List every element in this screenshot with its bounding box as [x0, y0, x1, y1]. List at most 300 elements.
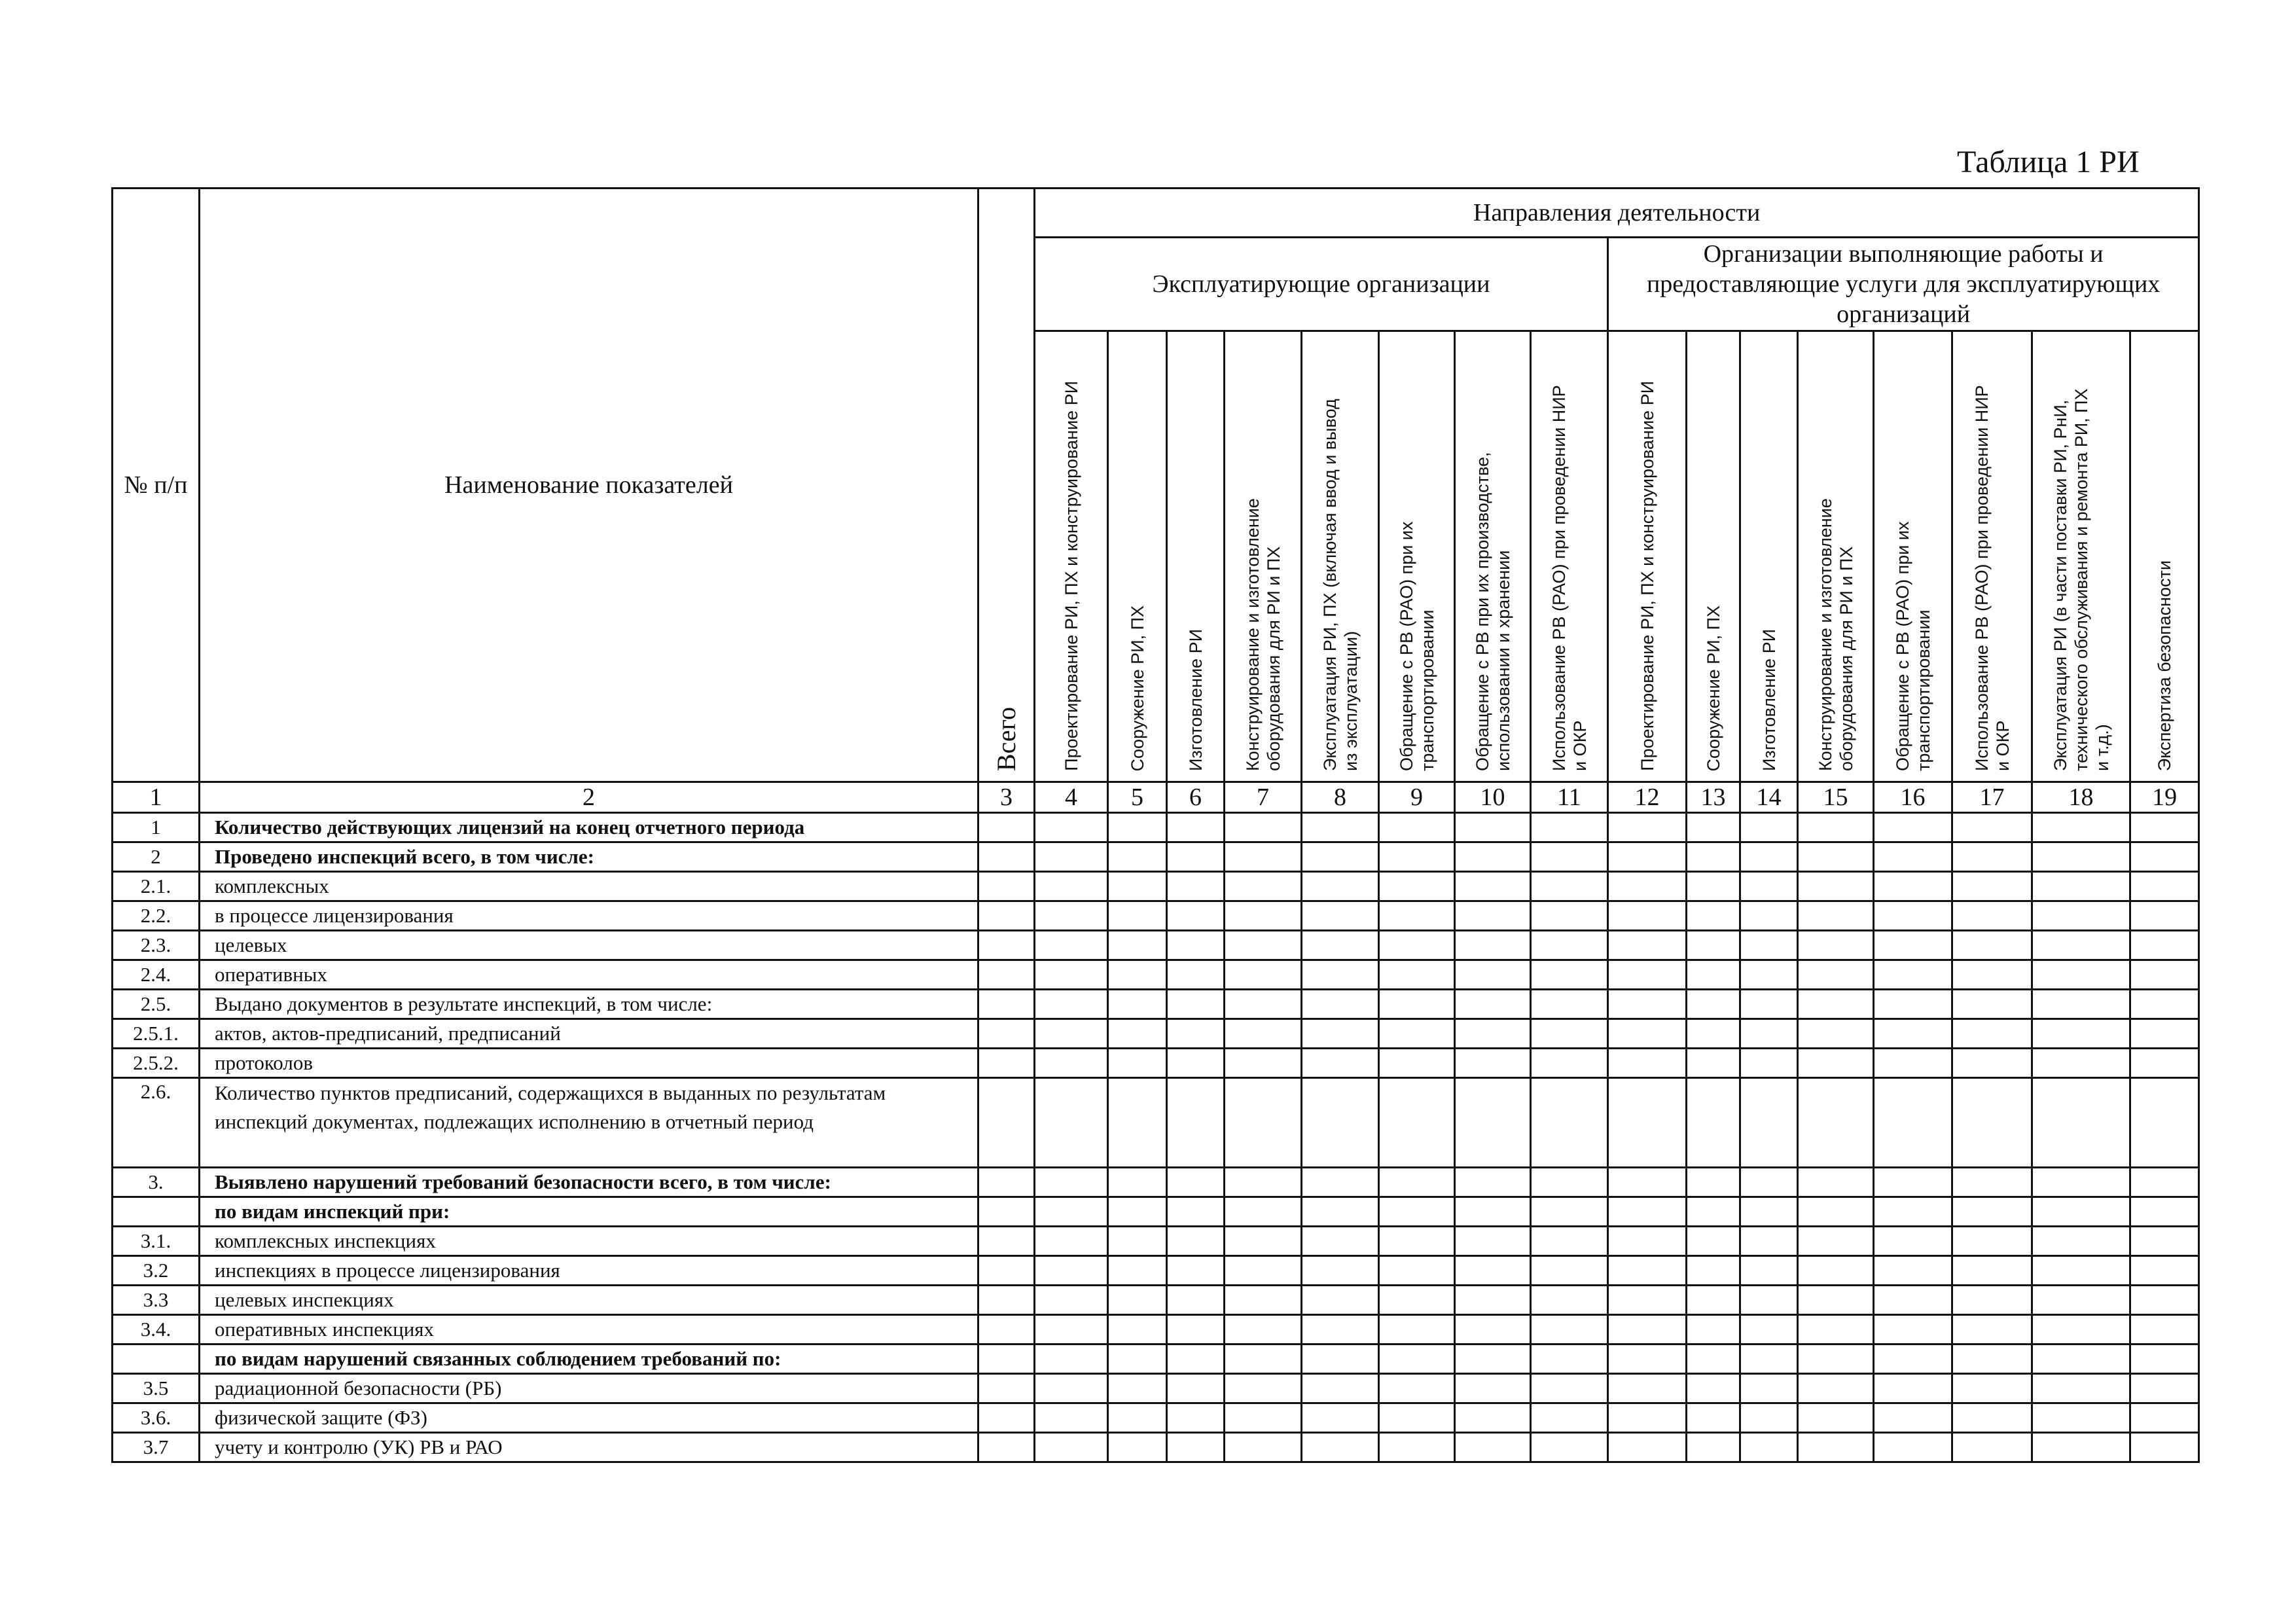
value-cell [2130, 1374, 2199, 1403]
value-cell [1798, 1019, 1874, 1049]
value-cell [1608, 931, 1687, 960]
value-cell [1687, 1286, 1740, 1315]
value-cell [1798, 1344, 1874, 1374]
value-cell [1608, 1227, 1687, 1256]
value-cell [1608, 872, 1687, 901]
value-cell [1035, 1433, 1108, 1462]
value-cell [1798, 1049, 1874, 1078]
value-cell [1225, 1168, 1302, 1197]
value-cell [2032, 1344, 2130, 1374]
group-header-operating: Эксплуатирующие организации [1035, 238, 1608, 331]
row-label: целевых инспекциях [200, 1286, 978, 1315]
value-cell [1225, 1344, 1302, 1374]
value-cell [1225, 1227, 1302, 1256]
value-cell [2032, 1374, 2130, 1403]
value-cell [2032, 1256, 2130, 1286]
value-cell [1035, 1403, 1108, 1433]
value-cell [1740, 872, 1798, 901]
column-number: 7 [1225, 782, 1302, 813]
table-header [113, 189, 2199, 813]
value-cell [1455, 842, 1531, 872]
value-cell [1108, 1019, 1167, 1049]
value-cell [1455, 1433, 1531, 1462]
value-cell [1952, 1315, 2032, 1344]
value-cell [1687, 931, 1740, 960]
value-cell [1740, 1019, 1798, 1049]
directions-header: Направления деятельности [1035, 189, 2199, 238]
value-cell [1455, 901, 1531, 931]
value-cell [2032, 872, 2130, 901]
value-cell [1687, 1315, 1740, 1344]
value-cell [1874, 960, 1952, 990]
value-cell [1035, 1227, 1108, 1256]
table-row [113, 990, 2199, 1019]
col-header-direction: Сооружение РИ, ПХ [1108, 331, 1167, 782]
value-cell [1952, 960, 2032, 990]
value-cell [1455, 1168, 1531, 1197]
value-cell [1167, 1197, 1225, 1227]
value-cell [2130, 901, 2199, 931]
value-cell [978, 1256, 1035, 1286]
row-label: Проведено инспекций всего, в том числе: [200, 842, 978, 872]
table-row [113, 1256, 2199, 1286]
value-cell [1108, 1433, 1167, 1462]
value-cell [1952, 990, 2032, 1019]
value-cell [1740, 813, 1798, 842]
value-cell [1167, 872, 1225, 901]
value-cell [2032, 1286, 2130, 1315]
value-cell [1455, 1286, 1531, 1315]
value-cell [1108, 1168, 1167, 1197]
value-cell [1531, 1197, 1608, 1227]
value-cell [2130, 1256, 2199, 1286]
col-header-direction: Конструирование и изготовление оборудования для РИ и ПХ [1225, 331, 1302, 782]
value-cell [1740, 1168, 1798, 1197]
col-header-num: № п/п [113, 189, 200, 782]
value-cell [1167, 1286, 1225, 1315]
value-cell [1108, 1403, 1167, 1433]
value-cell [1379, 1197, 1455, 1227]
value-cell [2032, 1433, 2130, 1462]
table-row [113, 1374, 2199, 1403]
row-label: комплексных инспекциях [200, 1227, 978, 1256]
value-cell [1740, 1286, 1798, 1315]
col-header-direction: Использование РВ (РАО) при проведении НИР и ОКР [1531, 331, 1608, 782]
value-cell [1798, 1374, 1874, 1403]
value-cell [1740, 960, 1798, 990]
col-header-name: Наименование показателей [200, 189, 978, 782]
value-cell [1035, 1197, 1108, 1227]
row-number: 2.5.2. [113, 1049, 200, 1078]
value-cell [1108, 842, 1167, 872]
row-label: оперативных инспекциях [200, 1315, 978, 1344]
value-cell [1035, 1168, 1108, 1197]
value-cell [1379, 1374, 1455, 1403]
row-label: по видам нарушений связанных соблюдением требований по: [200, 1344, 978, 1374]
value-cell [1740, 842, 1798, 872]
row-number [113, 1344, 200, 1374]
value-cell [1455, 1227, 1531, 1256]
value-cell [1379, 1168, 1455, 1197]
row-label: по видам инспекций при: [200, 1197, 978, 1227]
value-cell [1225, 1078, 1302, 1168]
table-row [113, 1197, 2199, 1227]
value-cell [1302, 931, 1379, 960]
value-cell [2032, 813, 2130, 842]
value-cell [1531, 1344, 1608, 1374]
value-cell [1798, 1168, 1874, 1197]
value-cell [1035, 990, 1108, 1019]
value-cell [1874, 931, 1952, 960]
value-cell [1874, 901, 1952, 931]
value-cell [1531, 1256, 1608, 1286]
column-number: 15 [1798, 782, 1874, 813]
column-number: 1 [113, 782, 200, 813]
value-cell [1740, 1049, 1798, 1078]
value-cell [1302, 1344, 1379, 1374]
table-row [113, 1433, 2199, 1462]
column-number: 18 [2032, 782, 2130, 813]
value-cell [1225, 813, 1302, 842]
value-cell [1687, 813, 1740, 842]
value-cell [1455, 872, 1531, 901]
value-cell [1302, 1049, 1379, 1078]
table-row [113, 872, 2199, 901]
table-row [113, 960, 2199, 990]
value-cell [1798, 1078, 1874, 1168]
value-cell [978, 901, 1035, 931]
value-cell [1225, 931, 1302, 960]
value-cell [1167, 1374, 1225, 1403]
value-cell [1531, 1374, 1608, 1403]
value-cell [1608, 1256, 1687, 1286]
value-cell [1167, 960, 1225, 990]
value-cell [1952, 1344, 2032, 1374]
value-cell [1740, 931, 1798, 960]
value-cell [1167, 1019, 1225, 1049]
value-cell [1952, 1019, 2032, 1049]
value-cell [2130, 1315, 2199, 1344]
value-cell [1531, 1286, 1608, 1315]
value-cell [1531, 1315, 1608, 1344]
value-cell [1687, 1344, 1740, 1374]
value-cell [1531, 960, 1608, 990]
value-cell [1108, 1344, 1167, 1374]
value-cell [1874, 1344, 1952, 1374]
value-cell [1167, 1049, 1225, 1078]
value-cell [1108, 1374, 1167, 1403]
value-cell [2032, 1227, 2130, 1256]
value-cell [1952, 842, 2032, 872]
value-cell [1952, 1433, 2032, 1462]
value-cell [1531, 1019, 1608, 1049]
value-cell [2130, 1286, 2199, 1315]
value-cell [1302, 1078, 1379, 1168]
value-cell [1379, 1256, 1455, 1286]
value-cell [1740, 1433, 1798, 1462]
value-cell [1108, 990, 1167, 1019]
value-cell [2130, 1344, 2199, 1374]
row-label: в процессе лицензирования [200, 901, 978, 931]
value-cell [1952, 1286, 2032, 1315]
value-cell [1455, 1403, 1531, 1433]
value-cell [1952, 1403, 2032, 1433]
column-number: 9 [1379, 782, 1455, 813]
value-cell [1035, 1256, 1108, 1286]
value-cell [2130, 1197, 2199, 1227]
value-cell [1108, 1227, 1167, 1256]
value-cell [1302, 1315, 1379, 1344]
value-cell [1035, 1374, 1108, 1403]
value-cell [1874, 1286, 1952, 1315]
value-cell [1952, 931, 2032, 960]
value-cell [1608, 1374, 1687, 1403]
value-cell [1531, 1078, 1608, 1168]
value-cell [1225, 901, 1302, 931]
value-cell [2032, 901, 2130, 931]
row-label: инспекциях в процессе лицензирования [200, 1256, 978, 1286]
column-number: 11 [1531, 782, 1608, 813]
row-number: 3.4. [113, 1315, 200, 1344]
value-cell [1225, 1197, 1302, 1227]
value-cell [1608, 960, 1687, 990]
value-cell [2130, 872, 2199, 901]
value-cell [1874, 1049, 1952, 1078]
row-label: Выдано документов в результате инспекций, в том числе: [200, 990, 978, 1019]
value-cell [1225, 1433, 1302, 1462]
value-cell [1798, 813, 1874, 842]
value-cell [1302, 1256, 1379, 1286]
col-header-direction: Конструирование и изготовление оборудования для РИ и ПХ [1798, 331, 1874, 782]
value-cell [1687, 1078, 1740, 1168]
column-number: 13 [1687, 782, 1740, 813]
value-cell [1167, 1227, 1225, 1256]
value-cell [1608, 1019, 1687, 1049]
col-header-direction: Использование РВ (РАО) при проведении НИР и ОКР [1952, 331, 2032, 782]
value-cell [1531, 1049, 1608, 1078]
row-label: Количество пунктов предписаний, содержащихся в выданных по результатам инспекций документах, подлежащих исполнению в отчетный период [200, 1078, 978, 1168]
row-label: протоколов [200, 1049, 978, 1078]
row-number: 2.3. [113, 931, 200, 960]
value-cell [1035, 1286, 1108, 1315]
value-cell [1952, 1374, 2032, 1403]
value-cell [1687, 1049, 1740, 1078]
value-cell [1225, 1403, 1302, 1433]
col-header-direction: Изготовление РИ [1167, 331, 1225, 782]
value-cell [978, 842, 1035, 872]
value-cell [1740, 1197, 1798, 1227]
value-cell [1952, 1049, 2032, 1078]
value-cell [2130, 960, 2199, 990]
value-cell [1302, 960, 1379, 990]
row-number: 2.5. [113, 990, 200, 1019]
value-cell [1874, 990, 1952, 1019]
value-cell [2032, 1078, 2130, 1168]
value-cell [1108, 1197, 1167, 1227]
value-cell [2130, 1049, 2199, 1078]
value-cell [1225, 990, 1302, 1019]
value-cell [1455, 1344, 1531, 1374]
value-cell [1740, 1315, 1798, 1344]
report-table [111, 187, 2200, 1463]
value-cell [1798, 931, 1874, 960]
value-cell [1225, 960, 1302, 990]
value-cell [1455, 990, 1531, 1019]
table-row [113, 1019, 2199, 1049]
value-cell [1531, 813, 1608, 842]
row-label: Выявлено нарушений требований безопасности всего, в том числе: [200, 1168, 978, 1197]
value-cell [1608, 1168, 1687, 1197]
value-cell [978, 1197, 1035, 1227]
value-cell [1302, 813, 1379, 842]
value-cell [1798, 1286, 1874, 1315]
value-cell [1798, 901, 1874, 931]
value-cell [1167, 1168, 1225, 1197]
row-label: целевых [200, 931, 978, 960]
table-row [113, 1286, 2199, 1315]
value-cell [1108, 1049, 1167, 1078]
value-cell [1687, 1168, 1740, 1197]
value-cell [1167, 813, 1225, 842]
value-cell [1874, 1403, 1952, 1433]
value-cell [1531, 1433, 1608, 1462]
row-number [113, 1197, 200, 1227]
value-cell [2130, 1078, 2199, 1168]
value-cell [1952, 901, 2032, 931]
value-cell [1608, 1344, 1687, 1374]
value-cell [1952, 813, 2032, 842]
value-cell [1379, 1403, 1455, 1433]
row-number: 2 [113, 842, 200, 872]
value-cell [1687, 1433, 1740, 1462]
value-cell [978, 1049, 1035, 1078]
value-cell [978, 1078, 1035, 1168]
row-number: 1 [113, 813, 200, 842]
value-cell [1608, 1315, 1687, 1344]
value-cell [1455, 1019, 1531, 1049]
col-header-direction: Эксплуатация РИ (в части поставки РИ, РнИ, технического обслуживания и ремонта РИ, ПХ и т.д.) [2032, 331, 2130, 782]
value-cell [1740, 1256, 1798, 1286]
value-cell [1798, 990, 1874, 1019]
col-header-total: Всего [978, 189, 1035, 782]
value-cell [1874, 813, 1952, 842]
value-cell [1798, 960, 1874, 990]
value-cell [1379, 901, 1455, 931]
value-cell [1874, 872, 1952, 901]
value-cell [1225, 872, 1302, 901]
col-header-direction: Обращение с РВ (РАО) при их транспортировании [1379, 331, 1455, 782]
value-cell [1455, 1374, 1531, 1403]
value-cell [2130, 1433, 2199, 1462]
value-cell [1302, 1374, 1379, 1403]
value-cell [1608, 1197, 1687, 1227]
value-cell [1687, 960, 1740, 990]
column-number: 5 [1108, 782, 1167, 813]
column-number: 8 [1302, 782, 1379, 813]
value-cell [2032, 1168, 2130, 1197]
table-row [113, 1049, 2199, 1078]
value-cell [1167, 1315, 1225, 1344]
row-number: 2.2. [113, 901, 200, 931]
value-cell [2130, 1227, 2199, 1256]
row-number: 3.3 [113, 1286, 200, 1315]
column-number: 12 [1608, 782, 1687, 813]
value-cell [1302, 1433, 1379, 1462]
value-cell [1608, 1049, 1687, 1078]
value-cell [1531, 1403, 1608, 1433]
value-cell [1455, 1078, 1531, 1168]
value-cell [1167, 901, 1225, 931]
value-cell [1225, 842, 1302, 872]
value-cell [2032, 931, 2130, 960]
value-cell [1379, 1049, 1455, 1078]
value-cell [1687, 1374, 1740, 1403]
value-cell [1379, 1019, 1455, 1049]
value-cell [1302, 990, 1379, 1019]
row-label: физической защите (ФЗ) [200, 1403, 978, 1433]
row-number: 2.5.1. [113, 1019, 200, 1049]
value-cell [1108, 1256, 1167, 1286]
value-cell [1798, 1433, 1874, 1462]
value-cell [1874, 1227, 1952, 1256]
row-number: 3. [113, 1168, 200, 1197]
value-cell [1874, 1374, 1952, 1403]
value-cell [1740, 1227, 1798, 1256]
value-cell [2130, 1403, 2199, 1433]
value-cell [1167, 1078, 1225, 1168]
value-cell [1952, 1078, 2032, 1168]
value-cell [1531, 1227, 1608, 1256]
value-cell [2130, 842, 2199, 872]
row-number: 3.1. [113, 1227, 200, 1256]
value-cell [1167, 1344, 1225, 1374]
value-cell [1687, 1227, 1740, 1256]
value-cell [1740, 1078, 1798, 1168]
row-number: 2.1. [113, 872, 200, 901]
value-cell [1798, 1256, 1874, 1286]
value-cell [1225, 1374, 1302, 1403]
row-number: 2.6. [113, 1078, 200, 1168]
group-header-service: Организации выполняющие работы и предоставляющие услуги для эксплуатирующих организаций [1608, 238, 2199, 331]
value-cell [1687, 990, 1740, 1019]
value-cell [978, 931, 1035, 960]
table-caption: Таблица 1 РИ [1957, 145, 2140, 179]
value-cell [1740, 901, 1798, 931]
value-cell [2032, 1019, 2130, 1049]
value-cell [1952, 1168, 2032, 1197]
value-cell [1531, 872, 1608, 901]
column-number: 3 [978, 782, 1035, 813]
value-cell [1225, 1256, 1302, 1286]
value-cell [1035, 1049, 1108, 1078]
value-cell [1874, 1019, 1952, 1049]
col-header-direction: Изготовление РИ [1740, 331, 1798, 782]
value-cell [978, 872, 1035, 901]
value-cell [1687, 842, 1740, 872]
row-number: 3.7 [113, 1433, 200, 1462]
value-cell [978, 1286, 1035, 1315]
column-number: 16 [1874, 782, 1952, 813]
value-cell [1108, 1315, 1167, 1344]
value-cell [1874, 842, 1952, 872]
value-cell [978, 960, 1035, 990]
row-label: учету и контролю (УК) РВ и РАО [200, 1433, 978, 1462]
value-cell [1108, 901, 1167, 931]
table-row [113, 901, 2199, 931]
value-cell [1302, 872, 1379, 901]
value-cell [978, 813, 1035, 842]
value-cell [1379, 1286, 1455, 1315]
